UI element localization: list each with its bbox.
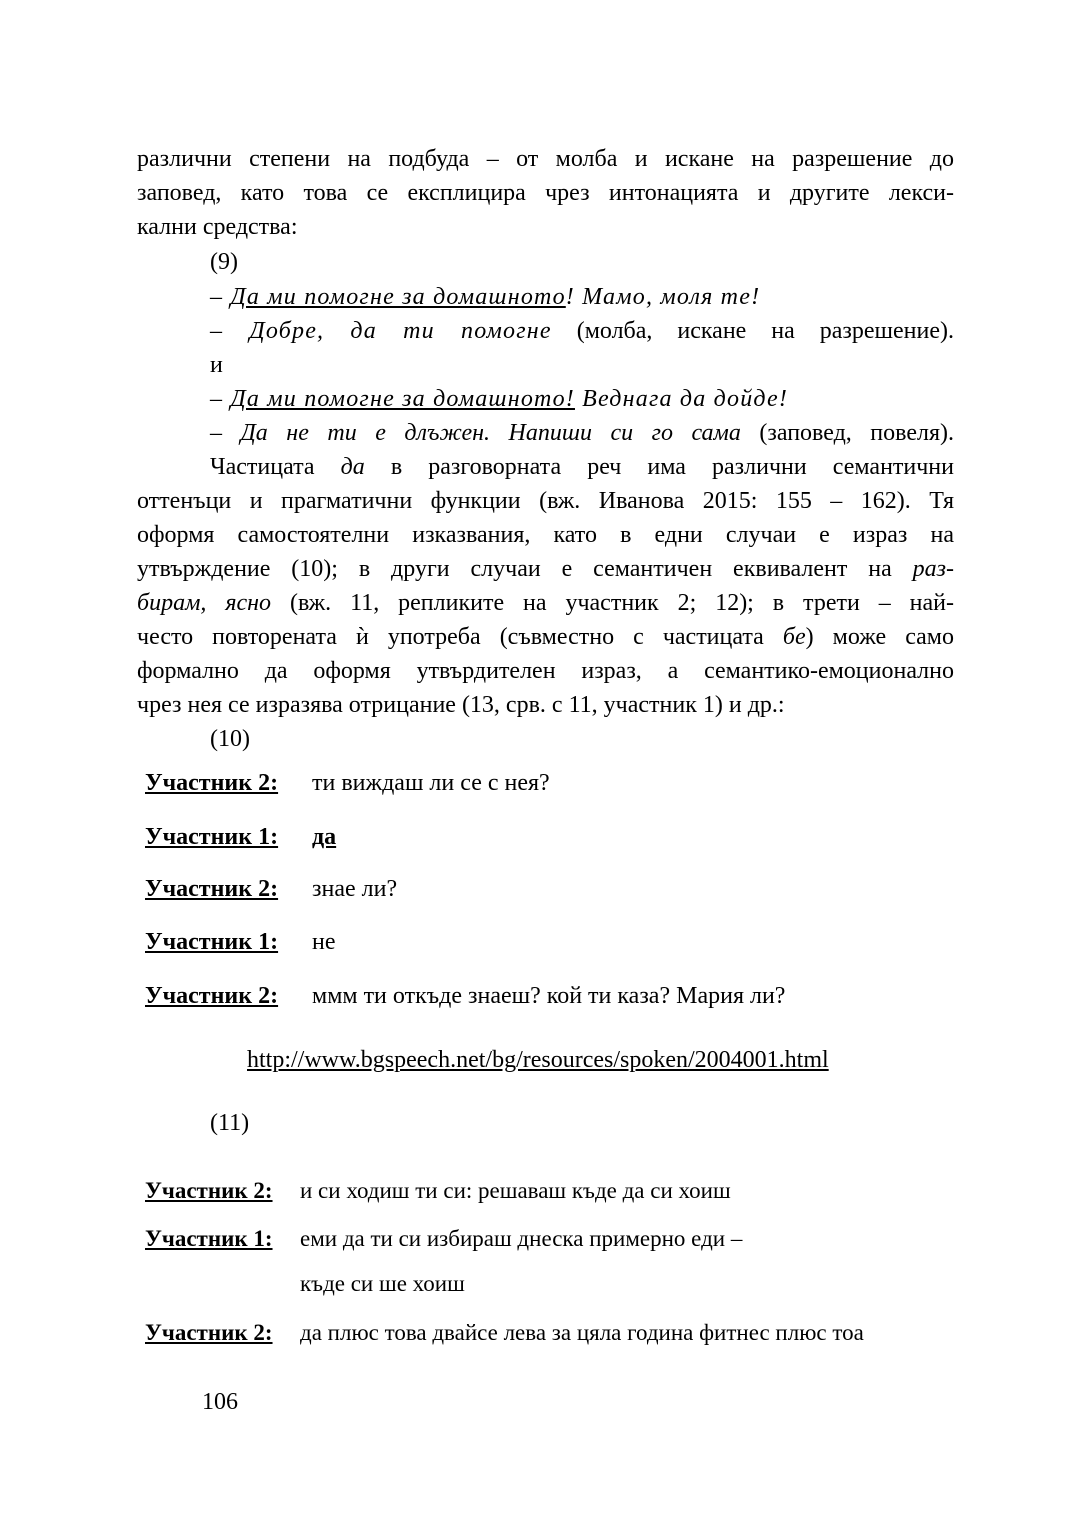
text-run: ) може само: [805, 624, 954, 650]
speaker-label: Участник 2:: [145, 1320, 273, 1345]
speaker-label: Участник 2:: [145, 983, 279, 1009]
example-line: [210, 416, 954, 450]
underlined-phrase: Да ми помогне за домашното: [230, 284, 566, 310]
dialogue-row: [145, 925, 336, 959]
speaker-label: Участник 2:: [145, 770, 279, 796]
paragraph-line: [210, 450, 954, 484]
utterance: да: [312, 824, 337, 850]
paragraph-line: заповед, като това се експлицира чрез интонацията и другите лекси-: [137, 180, 954, 206]
italic-word: да: [340, 454, 365, 480]
page-number: 106: [202, 1389, 238, 1415]
conjunction: и: [210, 352, 223, 378]
example-number: (9): [210, 249, 238, 275]
italic-phrase: – Да не ти е длъжен. Напиши си го сама: [210, 420, 741, 446]
utterance: ммм ти откъде знаеш? кой ти каза? Мария ли?: [312, 983, 786, 1009]
speaker-label: Участник 1:: [145, 929, 279, 955]
dash: –: [210, 284, 231, 310]
dash: –: [210, 386, 231, 412]
dialogue-row: [145, 1316, 864, 1350]
paragraph-line: кални средства:: [137, 214, 298, 240]
dialogue-row: [145, 820, 336, 854]
paragraph-line: [137, 586, 954, 620]
paragraph-line: оформя самостоятелни изказвания, като в едни случаи е израз на: [137, 522, 954, 548]
utterance: не: [312, 929, 336, 955]
speaker-label: Участник 1:: [145, 1226, 273, 1251]
paragraph-line: [137, 620, 954, 654]
example-line: [210, 382, 788, 416]
dialogue-row: [145, 1222, 742, 1256]
italic-phrase: – Добре, да ти помогне: [210, 318, 552, 344]
dialogue-row: [145, 872, 397, 906]
dialogue-row: [145, 766, 550, 800]
text-run: утвърждение (10); в други случаи е семантичен еквивалент на: [137, 556, 913, 582]
paragraph-line: различни степени на подбуда – от молба и искане на разрешение до: [137, 146, 954, 172]
paragraph-line: чрез нея се изразява отрицание (13, срв. с 11, участник 1) и др.:: [137, 692, 785, 718]
utterance: и си ходиш ти си: решаваш къде да си хоиш: [300, 1178, 731, 1203]
dialogue-row: [145, 979, 785, 1013]
source-link[interactable]: http://www.bgspeech.net/bg/resources/spoken/2004001.html: [247, 1047, 829, 1073]
example-line: [210, 280, 760, 314]
italic-word: раз-: [912, 556, 954, 582]
italic-word: бе: [782, 624, 806, 650]
text-run: в разговорната реч има различни семантични: [364, 454, 954, 480]
utterance: ти виждаш ли се с нея?: [312, 770, 550, 796]
text-run: често повторената ѝ употреба (съвместно с частицата: [137, 624, 783, 650]
paragraph-line: [137, 552, 954, 586]
utterance: къде си ше хоиш: [300, 1271, 465, 1296]
example-line: [210, 314, 954, 348]
dialogue-row: [145, 1174, 731, 1208]
utterance: знае ли?: [312, 876, 398, 902]
plain-phrase: (заповед, повеля).: [740, 420, 954, 446]
plain-phrase: (молба, искане на разрешение).: [551, 318, 955, 344]
speaker-label: Участник 2:: [145, 876, 279, 902]
utterance: да плюс това двайсе лева за цяла година фитнес плюс тоа: [300, 1320, 864, 1345]
dialogue-row: [145, 1267, 465, 1301]
italic-word: бирам, ясно: [137, 590, 272, 616]
text-run: Частицата: [210, 454, 341, 480]
italic-phrase: Веднага да дойде!: [574, 386, 789, 412]
text-run: (вж. 11, репликите на участник 2; 12); в трети – най-: [271, 590, 954, 616]
underlined-phrase: Да ми помогне за домашното!: [230, 386, 575, 412]
paragraph-line: оттенъци и прагматични функции (вж. Иванова 2015: 155 – 162). Тя: [137, 488, 954, 514]
italic-phrase: ! Мамо, моля те!: [565, 284, 761, 310]
example-number: (11): [210, 1110, 250, 1136]
example-number: (10): [210, 726, 250, 752]
paragraph-line: формално да оформя утвърдителен израз, а семантико-емоционално: [137, 658, 954, 684]
utterance: еми да ти си избираш днеска примерно еди –: [300, 1226, 743, 1251]
speaker-label: Участник 2:: [145, 1178, 273, 1203]
speaker-label: Участник 1:: [145, 824, 279, 850]
